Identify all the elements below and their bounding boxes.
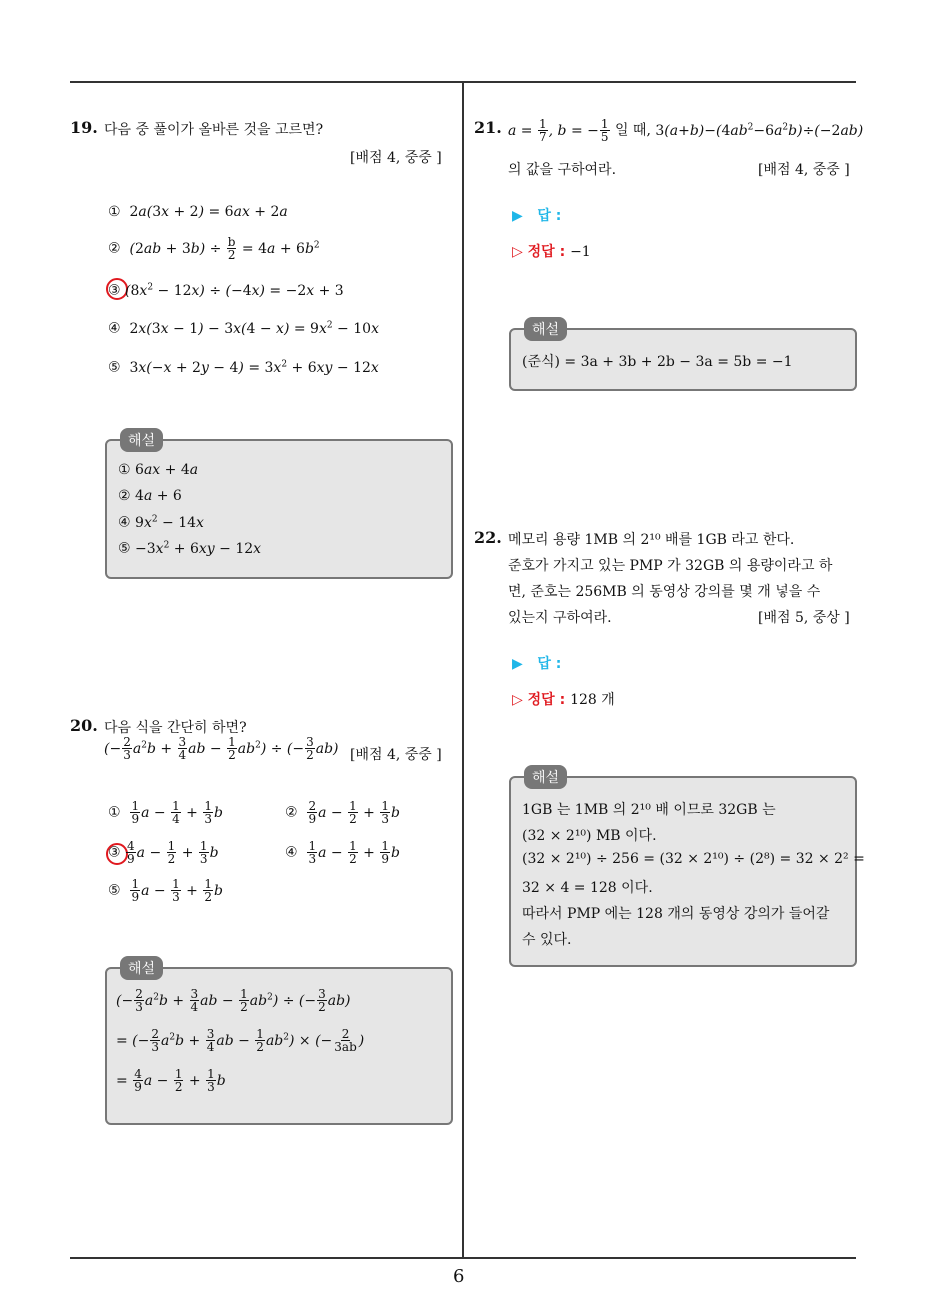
correct-value: 128 개	[570, 692, 615, 708]
q22-line3: 면, 준호는 256MB 의 동영상 강의를 몇 개 넣을 수	[508, 584, 821, 600]
q22-solution-line: 1GB 는 1MB 의 2¹⁰ 배 이므로 32GB 는	[522, 802, 776, 818]
q19-solution-box	[105, 439, 453, 579]
q21-solution-tag: 해설	[524, 317, 567, 341]
option-mark: ④	[108, 320, 121, 337]
q22-line4: 있는지 구하여라.	[508, 610, 612, 626]
q22-solution-tag: 해설	[524, 765, 567, 789]
q19-solution-line: ② 4a + 6	[118, 488, 182, 504]
q22-answer-row[interactable]	[512, 653, 561, 673]
q22-solution-line: 32 × 4 = 128 이다.	[522, 880, 653, 896]
q19-text: 다음 중 풀이가 올바른 것을 고르면?	[104, 122, 324, 138]
q19-option-4[interactable]	[108, 320, 379, 337]
q19-solution-line: ⑤ $-3x^2 + 6xy - 12x$	[118, 540, 262, 557]
q21-meta: [배점 4, 중중 ]	[758, 162, 850, 178]
q20-option-4[interactable]	[285, 840, 400, 865]
q21-expression: a = $\frac{1}{7}$ , b = − $\frac{1}{5}$ 일 때, $3(a+b)-(4ab^2-6a^2b)\div(-2ab)$	[508, 117, 864, 144]
option-expr: $2x(3x - 1) - 3x(4 - x) = 9x^2 - 10x$	[129, 320, 379, 337]
q21-number: 21.	[474, 118, 502, 137]
option-mark: ③	[108, 282, 121, 299]
hollow-triangle-icon: ▷	[512, 692, 523, 708]
q20-solution-line: = $\frac{4}{9}$ a − $\frac{1}{2}$ + $\frac{1}{3}$ b	[116, 1067, 226, 1094]
option-mark: ②	[108, 240, 121, 257]
option-expr: $\frac{2}{9}$ a − $\frac{1}{2}$ + $\frac{1}{3}$ b	[308, 799, 400, 826]
q20-solution-tag: 해설	[120, 956, 163, 980]
option-expr: $\frac{1}{9}$ a − $\frac{1}{3}$ + $\frac{1}{2}$ b	[131, 877, 223, 904]
q19-option-5[interactable]	[108, 359, 379, 376]
q20-meta: [배점 4, 중중 ]	[350, 747, 442, 763]
option-mark: ④	[285, 844, 298, 861]
q19-option-2[interactable]	[108, 236, 320, 261]
answer-label: 답 :	[537, 208, 562, 224]
q22-solution-line: (32 × 2¹⁰) MB 이다.	[522, 828, 657, 844]
q20-solution-line: (− $\frac{2}{3}$ $a^2b$ + $\frac{3}{4}$ ab − $\frac{1}{2}$ $ab^2$) ÷ (− $\frac{3}{2}$ ab)	[116, 987, 351, 1014]
q20-expression: (− $\frac{2}{3}$ $a^2b$ + $\frac{3}{4}$ ab − $\frac{1}{2}$ $ab^2$) ÷ (− $\frac{3}{2}$ ab)	[104, 735, 339, 762]
option-expr: $3x(-x + 2y - 4) = 3x^2 + 6xy - 12x$	[129, 359, 379, 376]
q20-text: 다음 식을 간단히 하면?	[104, 720, 247, 736]
q22-solution-line: 수 있다.	[522, 932, 572, 948]
option-expr: $\frac{1}{3}$ a − $\frac{1}{2}$ + $\frac{1}{9}$ b	[308, 839, 400, 866]
option-expr: $\frac{4}{9}$ a − $\frac{1}{2}$ + $\frac{1}{3}$ b	[127, 839, 219, 866]
q20-solution-line: = (− $\frac{2}{3}$ $a^2b$ + $\frac{3}{4}$ ab − $\frac{1}{2}$ $ab^2$) × (− $\frac{2}{3ab}$ )	[116, 1027, 365, 1054]
bottom-rule	[70, 1257, 856, 1259]
option-expr: $\frac{1}{9}$ a − $\frac{1}{4}$ + $\frac{1}{3}$ b	[131, 799, 223, 826]
q20-option-2[interactable]	[285, 800, 400, 825]
q22-line2: 준호가 가지고 있는 PMP 가 32GB 의 용량이라고 하	[508, 558, 833, 574]
q21-line2: 의 값을 구하여라.	[508, 162, 617, 178]
correct-label: 정답 :	[527, 244, 566, 260]
correct-value: −1	[570, 244, 591, 260]
q19-meta: [배점 4, 중중 ]	[350, 150, 442, 166]
q22-solution-line: 따라서 PMP 에는 128 개의 동영상 강의가 들어갈	[522, 906, 830, 922]
option-expr: (2ab + 3b) ÷ $\frac{b}{2}$ = $4a + 6b^2$	[129, 235, 320, 262]
option-mark: ⑤	[108, 882, 121, 899]
q22-meta: [배점 5, 중상 ]	[758, 610, 850, 626]
hollow-triangle-icon: ▷	[512, 244, 523, 260]
q21-answer-row[interactable]	[512, 205, 561, 225]
q19-solution-line: ④ $9x^2 - 14x$	[118, 514, 204, 531]
q21-solution-text: (준식) = 3a + 3b + 2b − 3a = 5b = −1	[522, 354, 793, 370]
option-mark: ①	[108, 204, 121, 220]
column-divider	[462, 82, 464, 1259]
q20-option-1[interactable]	[108, 800, 223, 825]
q22-correct-row	[512, 689, 615, 709]
play-triangle-icon: ▶	[512, 208, 523, 224]
option-mark: ①	[108, 804, 121, 821]
q20-number: 20.	[70, 716, 98, 735]
q20-option-3[interactable]	[108, 840, 219, 865]
page-number: 6	[453, 1266, 465, 1287]
q22-solution-line: (32 × 2¹⁰) ÷ 256 = (32 × 2¹⁰) ÷ (2⁸) = 32 × 2² =	[522, 851, 865, 867]
q19-solution-tag: 해설	[120, 428, 163, 452]
option-expr: 2a(3x + 2) = 6ax + 2a	[129, 204, 288, 220]
play-triangle-icon: ▶	[512, 656, 523, 672]
q19-option-3[interactable]	[108, 282, 344, 299]
q19-number: 19.	[70, 118, 98, 137]
q22-line1: 메모리 용량 1MB 의 2¹⁰ 배를 1GB 라고 한다.	[508, 532, 795, 548]
q20-option-5[interactable]	[108, 878, 223, 903]
answer-label: 답 :	[537, 656, 562, 672]
option-mark: ③	[108, 844, 121, 861]
q19-option-1[interactable]	[108, 204, 288, 220]
q19-solution-line: ① 6ax + 4a	[118, 462, 199, 478]
q22-number: 22.	[474, 528, 502, 547]
option-mark: ②	[285, 804, 298, 821]
option-expr: $(8x^2 - 12x) \div (-4x) = -2x + 3$	[125, 282, 344, 299]
correct-label: 정답 :	[527, 692, 566, 708]
q21-correct-row	[512, 241, 591, 261]
option-mark: ⑤	[108, 359, 121, 376]
